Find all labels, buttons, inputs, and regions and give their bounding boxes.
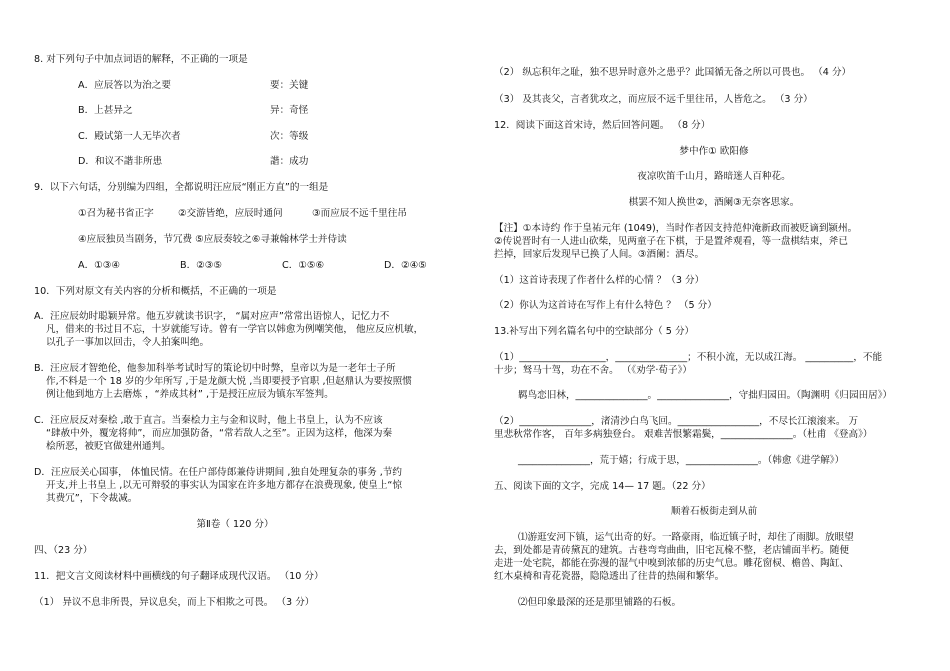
option-sentence: B．上甚异之 <box>78 105 133 116</box>
essay-paragraph: 去，到处都是青砖黛瓦的建筑。古巷弯弯曲曲，旧宅瓦椽不整，老店铺面半朽。随便 <box>494 545 849 556</box>
poem-verse: 棋罢不知人换世②，酒阑③无奈客思家。 <box>628 197 800 208</box>
poem-note: 拦掉，回家后发现早已换了人间。③酒阑：酒尽。 <box>494 249 705 260</box>
q11-sub1: （1） 异议不息非所畏，异议息矣，而上下相欺之可畏。 （3 分） <box>34 597 315 608</box>
poem-note: 【注】①本诗约 作于皇祐元年 (1049)，当时作者因支持范仲淹新政而被贬谪到颍州。 <box>494 223 858 234</box>
q12-sub2: （2）你认为这首诗在写作上有什么特色 ？ （5 分） <box>494 300 717 311</box>
q8-stem: 8. 对下列句子中加点词语的解释，不正确的一项是 <box>34 54 248 65</box>
q10-option-c: 桧所恶，被贬官做建州通判。 <box>46 441 171 452</box>
option-gloss: 要：关键 <box>270 80 309 91</box>
q12-sub1: （1）这首诗表现了作者什么样的心情 ？（3 分） <box>494 275 705 286</box>
q13-fill-line: 十步；驽马十驾，功在不舍。 （《劝学·荀子》） <box>494 365 692 376</box>
option-sentence: A．应辰答以为治之要 <box>78 80 171 91</box>
q13-fill-line: 里悲秋常作客， 百年多病独登台。 艰难苦恨繁霜鬓，_______________。（杜甫 《登高》） <box>494 429 873 440</box>
q9-item: ③而应辰不远千里往吊 <box>312 208 407 219</box>
q10-option-b: B．汪应辰才智绝伦，他参加科举考试时写的策论切中时弊，皇帝以为是一老年士子所 <box>34 363 396 374</box>
q13-fill-line: _______________，荒于嬉；行成于思，_______________。（韩愈《进学解》） <box>518 455 845 466</box>
option-gloss: 次：等级 <box>270 131 309 142</box>
option-sentence: C．殿试第一人无毕次者 <box>78 131 181 142</box>
q9-choice-b: B．②③⑤ <box>180 260 222 271</box>
section4-heading: 四、（23 分） <box>34 545 93 556</box>
q9-stem: 9．以下六句话，分别编为四组，全都说明汪应辰“刚正方直”的一组是 <box>34 182 329 193</box>
q13-fill-line: 羁鸟恋旧林，_______________。_______________，守拙归园田。（陶渊明《归园田居》） <box>518 390 893 401</box>
q10-option-d: 其费冗”，下令裁减。 <box>46 493 138 504</box>
q11-sub2: （2） 纵忘积年之耻，独不思异时意外之患乎？此国循无备之所以可畏也。 （4 分） <box>494 67 852 78</box>
essay-paragraph: 红木桌椅和青花瓷器，隐隐透出了往昔的热闹和繁华。 <box>494 571 725 582</box>
essay-paragraph: ⑴游逛安河下镇，运气出奇的好。一路豪雨，临近镇子时，却住了雨脚。放眼望 <box>518 532 854 543</box>
part2-title: 第Ⅱ卷（ 120 分） <box>196 519 274 530</box>
poem-verse: 夜凉吹笛千山月，路暗迷人百种花。 <box>637 171 791 182</box>
q9-choice-c: C．①⑤⑥ <box>282 260 325 271</box>
option-sentence: D．和议不諧非所患 <box>78 156 163 167</box>
q9-items: ④应辰独员当剧务，节冗费 ⑤应辰奏较之⑥寻兼翰林学士并侍读 <box>78 234 347 245</box>
q10-option-a: A．汪应辰幼时聪颖异常。他五岁就读书识字， “属对应声”常常出语惊人，记忆力不 <box>34 311 390 322</box>
q13-fill-line: （2）_______________，渚清沙白鸟飞回。_________________，不尽长江滚滚来。 万 <box>494 416 859 427</box>
q13-stem: 13.补写出下列名篇名句中的空缺部分（ 5 分） <box>494 326 695 337</box>
q10-option-c: C．汪应辰反对秦桧 ,敢于直言。当秦桧力主与金和议时，他上书皇上，认为不应该 <box>34 415 383 426</box>
q10-option-a: 凡，借来的书过目不忘，十岁就能写诗。曾有一学官以韩愈为例嘲笑他， 他应反应机敏， <box>46 324 424 335</box>
q10-stem: 10．下列对原文有关内容的分析和概括，不正确的一项是 <box>34 286 277 297</box>
q11-sub3: （3） 及其丧父，言者犹攻之，而应辰不远千里往吊，人皆危之。 （3 分） <box>494 94 813 105</box>
q10-option-b: 例让他到地方上去磨炼 ，“养成其材” ,于是授汪应辰为镇东军签判。 <box>46 389 334 400</box>
section5-heading: 五、阅读下面的文字，完成 14— 17 题。（22 分） <box>494 481 711 492</box>
q11-stem: 11．把文言文阅读材料中画横线的句子翻译成现代汉语。 （10 分） <box>34 571 324 582</box>
q9-choice-a: A．①③④ <box>78 260 120 271</box>
poem-note: ②传说晋时有一人进山砍柴，见两童子在下棋，于是置斧观看，等一盘棋结束，斧已 <box>494 236 848 247</box>
q10-option-b: 作,不料是一个 18 岁的少年所写 ,于是龙颜大悦 ,当即要授予官职 ,但赵鼎认为要按照惯 <box>46 376 412 387</box>
q10-option-a: 以孔子一事加以回击，令人拍案叫绝。 <box>46 337 210 348</box>
poem-title: 梦中作① 欧阳修 <box>679 146 749 157</box>
q10-option-d: 开支,并上书皇上 ,以无可辩驳的事实认为国家在许多地方都存在浪费现象, 使皇上“惊 <box>46 480 402 491</box>
q9-item: ①召为秘书省正字 <box>78 208 154 219</box>
q12-stem: 12．阅读下面这首宋诗，然后回答问题。 （8 分） <box>494 120 711 131</box>
essay-title: 顺着石板街走到从前 <box>670 506 758 517</box>
q9-item: ②交游皆绝，应辰时通问 <box>178 208 283 219</box>
q13-fill-line: （1）__________________，_______________；不积小流，无以成江海。 __________，不能 <box>494 352 883 363</box>
q9-choice-d: D．②④⑤ <box>384 260 427 271</box>
q10-option-d: D．汪应辰关心国事， 体恤民情。在任户部侍郎兼侍讲期间 ,独自处理复杂的事务 ,节约 <box>34 467 403 478</box>
option-gloss: 諧：成功 <box>270 156 309 167</box>
option-gloss: 异：奇怪 <box>270 105 309 116</box>
essay-paragraph: 走进一处宅院，都能在弥漫的湿气中嗅到浓郁的历史气息。雕花窗棂、檐兽、陶缸、 <box>494 558 849 569</box>
essay-paragraph: ⑵但印象最深的还是那里铺路的石板。 <box>518 597 682 608</box>
q10-option-c: “肆赦中外，覆宠将帅”，而应加强防备，“常若敌人之至”。正因为这样，他深为秦 <box>46 428 393 439</box>
